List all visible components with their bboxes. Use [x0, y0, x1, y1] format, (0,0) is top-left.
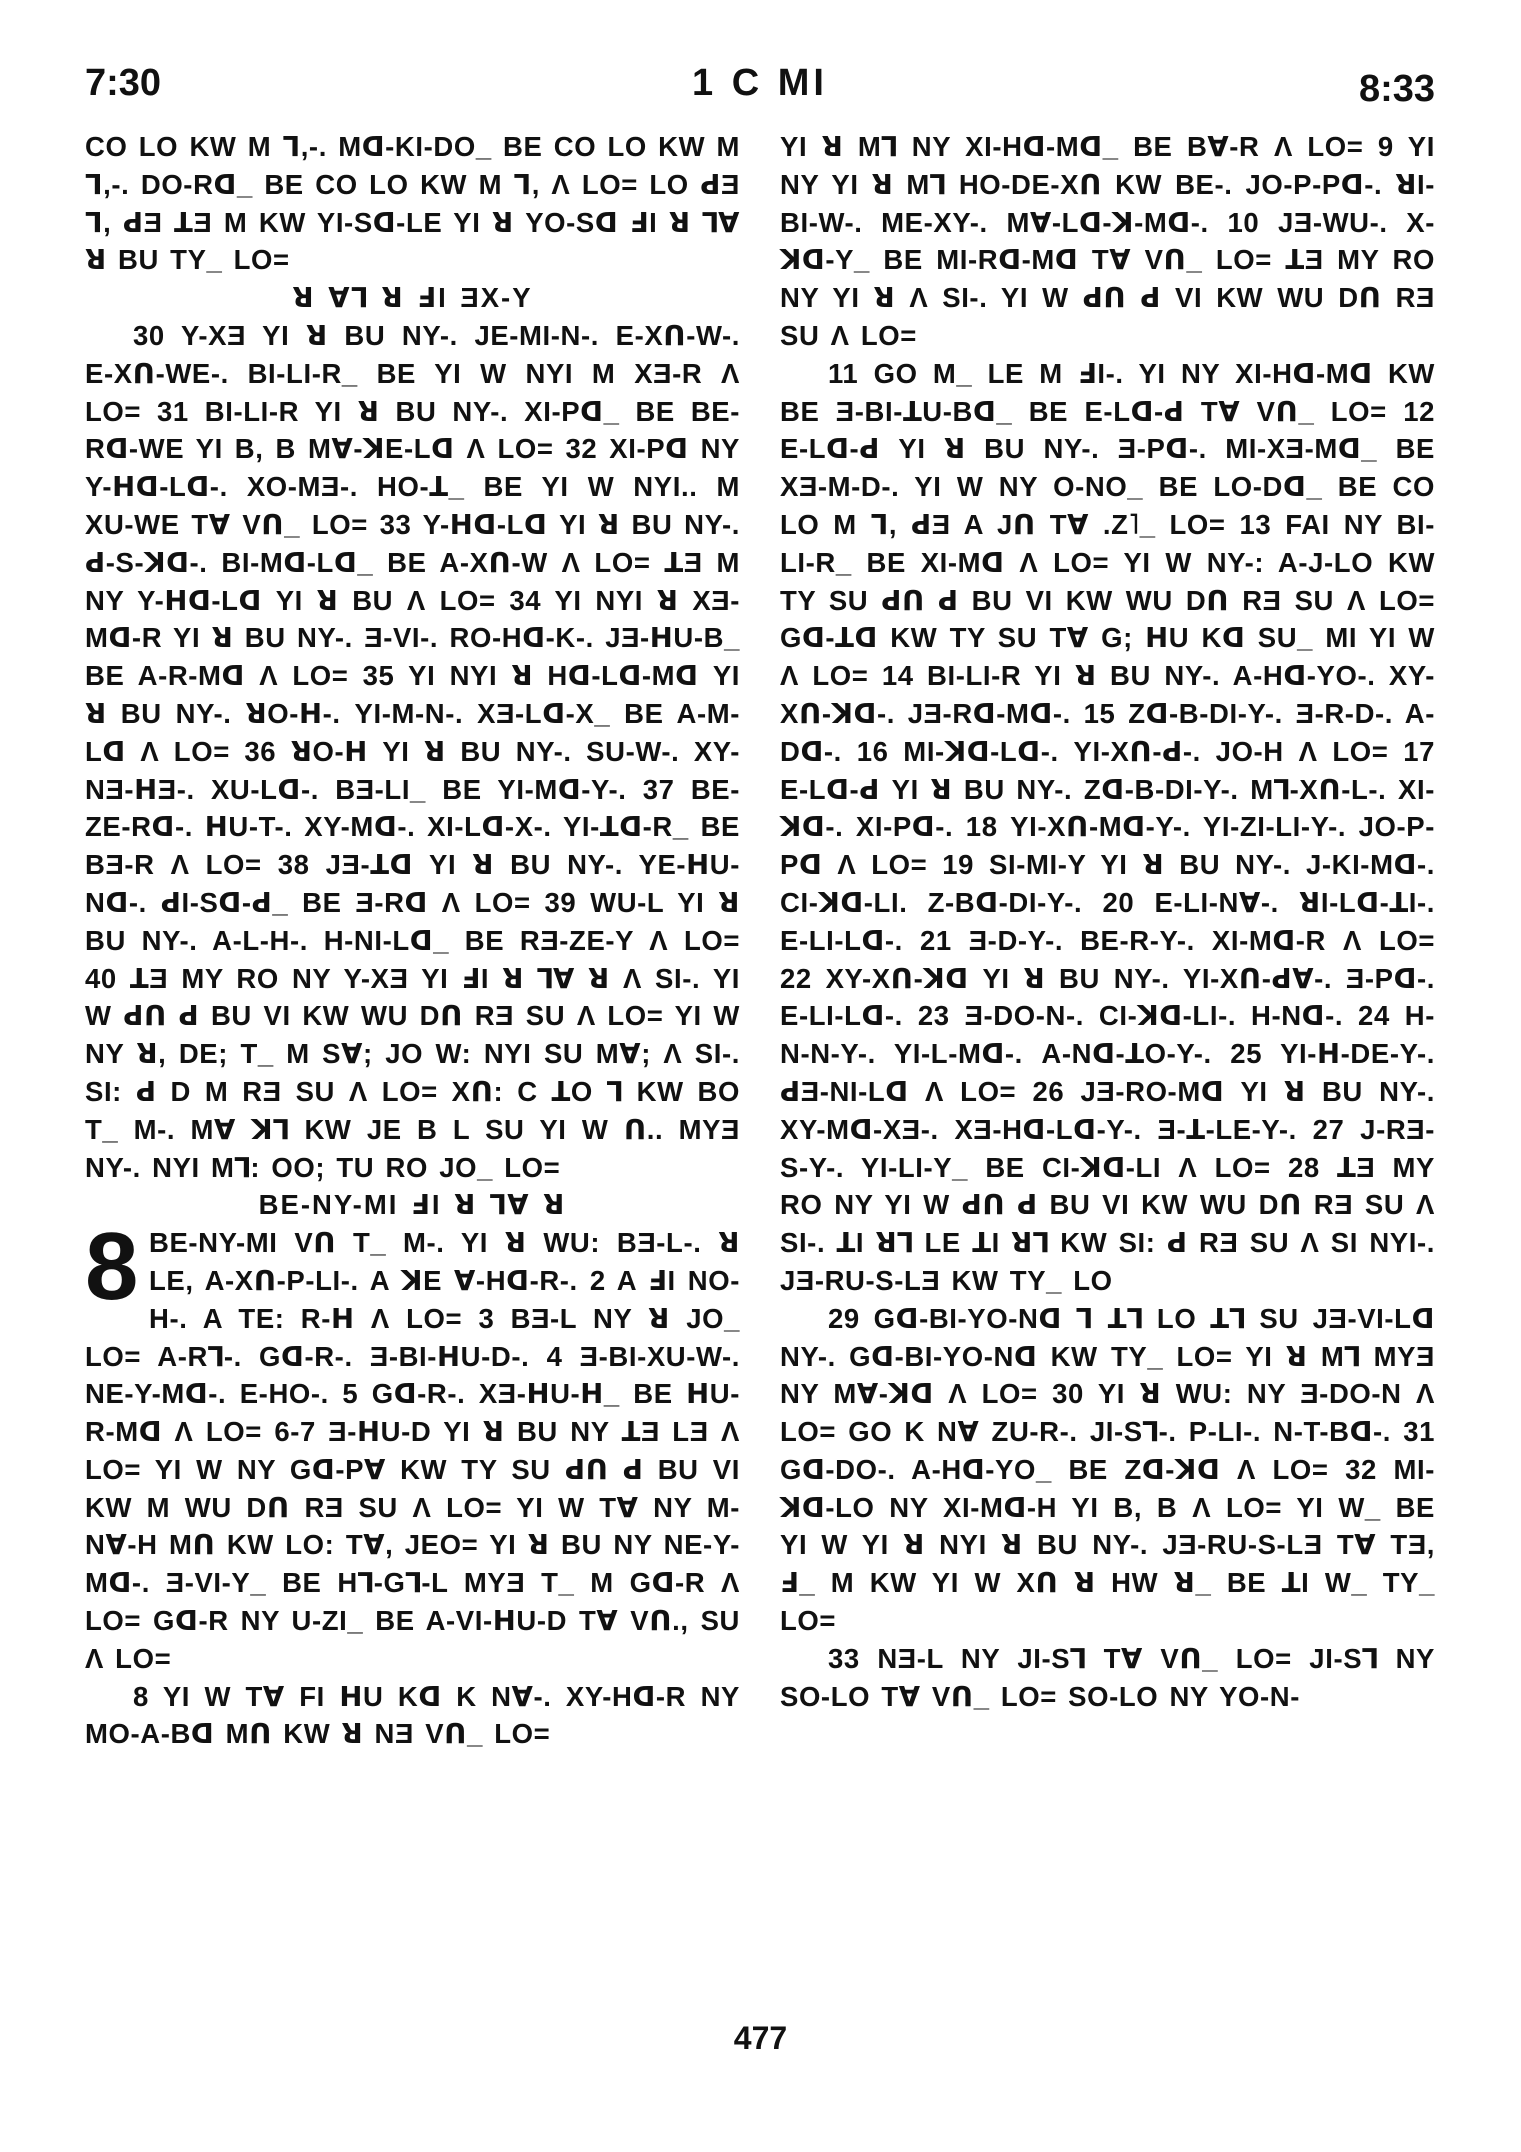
verse-number: 31 — [157, 395, 189, 427]
verse-text: YI NY YI ꓤ Mꓶ HO-DE-Xꓵ KW BE-. JO-P-Pꓷ-. ꓤI-BI-W-. ME-XY-. MⱯ-Lꓷ-ꓘ-Mꓷ-. — [780, 131, 1435, 238]
verse-number: 31 — [1403, 1416, 1435, 1448]
verse-number: 5 — [342, 1378, 359, 1410]
verse-number: 3 — [478, 1302, 495, 1334]
book-title: 1 C MI — [692, 62, 828, 104]
verse-number: 4 — [546, 1340, 563, 1372]
verse-text: WU-L YI ꓤ BU NY-. A-L-H-. H-NI-Lꓷ_ BE RƎ-ZE-Y Λ LO= — [85, 886, 741, 956]
verse-number: 32 — [1345, 1453, 1377, 1485]
left-column — [85, 128, 740, 1753]
verse-number: 34 — [509, 584, 542, 616]
paragraph — [85, 1678, 740, 1754]
verse-text: BƎ-L NY ꓤ JO_ LO= A-Rꓶ-. Gꓷ-R-. Ǝ-BI-ꓧU-D-. — [85, 1302, 741, 1372]
verse-number: 35 — [362, 660, 395, 692]
verse-text: Ǝ-DO-N-. CI-ꓘꓷ-LI-. H-Nꓷ-. — [949, 1000, 1359, 1032]
verse-text: XY-Xꓵ-ꓘꓷ YI ꓤ BU NY-. YI-Xꓵ-ꓒⱯ-. Ǝ-Pꓷ-. E-LI-Lꓷ-. — [780, 962, 1435, 1032]
verse-text: Gꓷ-BI-YO-Nꓷ Ꞁ ꓕꓶ LO ꓕꓶ SU JƎ-VI-Lꓷ NY-. Gꓷ-BI-YO-Nꓷ KW TY_ LO= YI ꓤ Mꓶ MYƎ NY MⱯ-ꓘꓷ Λ LO= — [780, 1302, 1435, 1410]
verse-number: 22 — [780, 962, 812, 994]
verse-number: 17 — [1403, 735, 1435, 767]
paragraph — [780, 1300, 1435, 1640]
verse-number: 25 — [1230, 1038, 1263, 1070]
verse-text: YI-ꓧ-DE-Y-. ꓒƎ-NI-Lꓷ Λ LO= — [780, 1038, 1435, 1107]
verse-text: GO M_ LE M ꓞI-. YI NY XI-Hꓷ-Mꓷ KW BE Ǝ-BI-ꓕU-Bꓷ_ BE E-Lꓷ-ꓒ TⱯ Vꓵ_ LO= — [780, 357, 1435, 427]
verse-text: JƎ-ꓕꓷ YI ꓤ BU NY-. YE-ꓧU-Nꓷ-. ꓒI-Sꓷ-ꓒ_ BE Ǝ-Rꓷ Λ LO= — [85, 849, 740, 918]
verse-number: 29 — [828, 1302, 860, 1334]
verse-text: Ǝ-BI-XU-W-. NE-Y-Mꓷ-. E-HO-. — [85, 1340, 741, 1410]
verse-number: 23 — [917, 1000, 950, 1032]
verse-number: 20 — [1102, 886, 1135, 918]
verse-text: BI-LI-R YI ꓤ BU NY-. XI-Pꓷ_ BE BE-Rꓷ-WE YI B, B MⱯ-ꓘE-Lꓷ Λ LO= — [85, 395, 740, 465]
verse-text: E-LI-NⱯ-. ꓤI-Lꓷ-ꓕI-. E-LI-Lꓷ-. — [780, 886, 1436, 956]
paragraph — [780, 128, 1435, 355]
paragraph — [780, 1640, 1435, 1716]
verse-text: J-RƎ-S-Y-. YI-LI-Y_ BE CI-ꓘꓷ-LI Λ LO= — [780, 1113, 1435, 1183]
verse-text: YI ꓤ Mꓶ NY XI-Hꓷ-Mꓷ_ BE BⱯ-R Λ LO= — [780, 131, 1378, 162]
verse-text: ꓕƎ MY RO NY YI W ꓒꓵ ꓒ BU VI KW WU Dꓵ RƎ SU Λ SI-. ꓕI ꓤꓶ LE ꓕI ꓤꓶ KW SI: ꓒ RƎ SU Λ SI NYI-. JƎ-RU-S-LƎ KW TY_ LO — [780, 1151, 1436, 1296]
chapter-number: 8 — [85, 1213, 139, 1321]
verse-number: 13 — [1239, 508, 1272, 540]
verse-text: Y-ꓧꓷ-Lꓷ YI ꓤ BU NY-. ꓒ-S-ꓘꓷ-. BI-Mꓷ-Lꓷ_ BE A-Xꓵ-W Λ LO= ꓕƎ M NY Y-ꓧꓷ-Lꓷ YI ꓤ BU Λ LO= — [85, 508, 740, 616]
paragraph: CO LO KW M Ꞁ,-. Mꓷ-KI-DO_ BE CO LO KW M Ꞁ,-. DO-Rꓷ_ BE CO LO KW M Ꞁ, Λ LO= LO ꓒƎ Ꞁ, ꓒƎ ꓕƎ M KW YI-Sꓷ-LE YI ꓤ YO-Sꓷ ꓞI ꓤ ꓶⱯ ꓤ BU TY_ LO= — [85, 131, 740, 276]
verse-number: 38 — [277, 849, 310, 881]
verse-text: JƎ-RO-Mꓷ YI ꓤ BU NY-. XY-Mꓷ-XƎ-. XƎ-Hꓷ-Lꓷ-Y-. Ǝ-ꓕ-LE-Y-. — [780, 1075, 1435, 1145]
verse-text: Zꓷ-B-DI-Y-. Ǝ-R-D-. A-Dꓷ-. — [780, 697, 1435, 767]
running-head-right: 8:33 — [1358, 68, 1435, 110]
verse-text: E-Lꓷ-ꓒ YI ꓤ BU NY-. Zꓷ-B-DI-Y-. Mꓶ-Xꓵ-L-. XI-ꓘꓷ-. XI-Pꓷ-. — [780, 773, 1435, 843]
verse-text: ꓕƎ MY RO NY Y-XƎ YI ꓞI ꓤ ꓶⱯ ꓤ Λ SI-. YI W ꓒꓵ ꓒ BU VI KW WU Dꓵ RƎ SU Λ LO= YI W NY ꓤ, DE; T_ M SⱯ; JO W: NYI SU MⱯ; Λ SI-. SI: ꓒ D M RƎ SU Λ LO= Xꓵ: C ꓕO ꓶ KW BO T_ M-. MⱯ ꓘꓶ KW JE B L SU YI W ꓵ.. MYƎ NY-. NYI Mꓶ: OO; TU RO JO_ LO= — [85, 962, 740, 1183]
verse-number: 2 — [589, 1264, 606, 1296]
verse-text: Ǝ-ꓧU-D YI ꓤ BU NY ꓕƎ LƎ Λ LO= YI W NY Gꓷ-PⱯ KW TY SU ꓒꓵ ꓒ BU VI KW M WU Dꓵ RƎ SU Λ LO= YI W TⱯ NY M-NⱯ-H Mꓵ KW LO: TⱯ, JEO= YI ꓤ BU NY NE-Y-Mꓷ-. Ǝ-VI-Y_ BE Hꓶ-Gꓶ-L MYƎ T_ M Gꓷ-R Λ LO= Gꓷ-R NY U-ZI_ BE A-VI-ꓧU-D TⱯ Vꓵ., SU Λ LO= — [85, 1416, 740, 1674]
verse-text: H-N-N-Y-. YI-L-Mꓷ-. A-Nꓷ-ꓕO-Y-. — [780, 1000, 1435, 1070]
verse-text: E-Lꓷ-ꓒ YI ꓤ BU NY-. Ǝ-Pꓷ-. MI-XƎ-Mꓷ_ BE XƎ-M-D-. YI W NY O-NO_ BE LO-Dꓷ_ BE CO LO M Ꞁ, ꓒƎ A Jꓵ TⱯ .Z˥_ LO= — [780, 433, 1435, 540]
section-heading: ꓤ Ɐꓶ ꓤ ꓞI ƎX-Y — [292, 282, 533, 314]
verse-text: XI-Pꓷ NY Y-ꓧꓷ-Lꓷ-. XO-MƎ-. HO-ꓕ_ BE YI W NYI.. M XU-WE TⱯ Vꓵ_ LO= — [85, 433, 740, 540]
verse-number: 37 — [642, 773, 675, 805]
verse-text: Ǝ-D-Y-. BE-R-Y-. XI-Mꓷ-R Λ LO= — [951, 924, 1435, 956]
verse-text: SI-MI-Y YI ꓤ BU NY-. J-KI-Mꓷ-. CI-ꓘꓷ-LI. Z-Bꓷ-DI-Y-. — [780, 849, 1435, 918]
verse-text: BI-LI-R YI ꓤ BU NY-. A-Hꓷ-YO-. XY-Xꓵ-ꓘꓷ-. JƎ-Rꓷ-Mꓷ-. — [780, 660, 1435, 729]
verse-text: YI NYI ꓤ Hꓷ-Lꓷ-Mꓷ YI ꓤ BU NY-. ꓤO-ꓧ-. YI-M-N-. XƎ-Lꓷ-X_ BE A-M-Lꓷ Λ LO= — [85, 660, 741, 767]
verse-text: YI W TⱯ FI ꓧU Kꓷ K NⱯ-. XY-Hꓷ-R NY MO-A-Bꓷ Mꓵ KW ꓤ NƎ Vꓵ_ LO= — [85, 1680, 740, 1750]
verse-text: A ꓞI NO-H-. A TE: R-ꓧ Λ LO= — [149, 1264, 740, 1334]
verse-text: MI-ꓘꓷ-Lꓷ-. YI-Xꓵ-ꓒ-. JO-H Λ LO= — [888, 735, 1404, 767]
verse-number: 14 — [881, 660, 914, 692]
verse-number: 33 — [379, 508, 412, 540]
verse-number: 8 — [133, 1680, 149, 1712]
verse-text: JƎ-WU-. X-ꓘꓷ-Y_ BE MI-Rꓷ-Mꓷ TⱯ Vꓵ_ LO= ꓕƎ MY RO NY YI ꓤ Λ SI-. YI W ꓒꓵ ꓒ VI KW WU Dꓵ RƎ SU Λ LO= — [780, 206, 1435, 351]
verse-number: 18 — [965, 811, 998, 843]
verse-text: NƎ-L NY JI-Sꓶ TⱯ Vꓵ_ LO= JI-Sꓶ NY SO-LO TⱯ Vꓵ_ LO= SO-LO NY YO-N- — [780, 1642, 1435, 1712]
verse-number: 10 — [1227, 206, 1260, 238]
verse-number: 40 — [85, 962, 117, 994]
verse-number: 32 — [565, 433, 598, 465]
verse-number: 12 — [1403, 395, 1435, 427]
verse-number: 30 — [1052, 1378, 1084, 1410]
paragraph — [85, 1213, 741, 1678]
verse-number: 16 — [856, 735, 889, 767]
verse-text: ꓤO-ꓧ YI ꓤ BU NY-. SU-W-. XY-NƎ-ꓧƎ-. XU-Lꓷ-. BƎ-LI_ BE YI-Mꓷ-Y-. — [85, 735, 740, 805]
running-head-left: 7:30 — [85, 62, 162, 104]
verse-number: 19 — [942, 849, 975, 881]
verse-text: MI-ꓘꓷ-LO NY XI-Mꓷ-H YI B, B Λ LO= YI W_ BE YI W YI ꓤ NYI ꓤ BU NY-. JƎ-RU-S-LƎ TⱯ TƎ, ꓞ_ M KW YI W Xꓵ ꓤ HW ꓤ_ BE ꓕI W_ TY_ LO= — [780, 1453, 1435, 1637]
verse-number: 30 — [133, 319, 165, 351]
verse-text: Y-XƎ YI ꓤ BU NY-. JE-MI-N-. E-Xꓵ-W-. E-Xꓵ-WE-. BI-LI-R_ BE YI W NYI M XƎ-R Λ LO= — [85, 319, 740, 427]
verse-number: 26 — [1032, 1075, 1065, 1107]
verse-number: 36 — [244, 735, 277, 767]
page-number: 477 — [733, 2020, 788, 2056]
verse-text: FAI NY BI-LI-R_ BE XI-Mꓷ Λ LO= YI W NY-: A-J-LO KW TY SU ꓒꓵ ꓒ BU VI KW WU Dꓵ RƎ SU Λ LO= Gꓷ-ꓕꓷ KW TY SU TⱯ G; ꓧU Kꓷ SU_ MI YI W Λ LO= — [780, 508, 1435, 692]
verse-number: 15 — [1083, 697, 1116, 729]
verse-text: YI ꓤ WU: NY Ǝ-DO-N Λ LO= GO K NⱯ ZU-R-. JI-Sꓶ-. P-LI-. N-T-Bꓷ-. — [780, 1378, 1435, 1448]
verse-number: 28 — [1287, 1151, 1320, 1183]
verse-text: YI-Xꓵ-Mꓷ-Y-. YI-ZI-LI-Y-. JO-P-Pꓷ Λ LO= — [780, 811, 1435, 881]
verse-text: YI NYI ꓤ XƎ-Mꓷ-R YI ꓤ BU NY-. Ǝ-VI-. RO-Hꓷ-K-. JƎ-ꓧU-B_ BE A-R-Mꓷ Λ LO= — [85, 584, 740, 692]
verse-text: BE-NY-MI Vꓵ T_ M-. YI ꓤ WU: BƎ-L-. ꓤ LE, A-Xꓵ-P-LI-. A ꓘE Ɐ-Hꓷ-R-. — [149, 1227, 740, 1296]
verse-number: 9 — [1377, 131, 1394, 162]
paragraph — [85, 317, 740, 1186]
right-column — [780, 128, 1435, 1715]
verse-number: 21 — [919, 924, 952, 956]
verse-number: 11 — [828, 357, 859, 389]
running-head — [85, 62, 1435, 110]
verse-text: Gꓷ-R-. XƎ-ꓧU-ꓧ_ BE ꓧU-R-Mꓷ Λ LO= — [85, 1378, 740, 1448]
verse-number: 27 — [1312, 1113, 1345, 1145]
section-heading: BE-NY-MI ꓞI ꓤ ꓶⱯ ꓤ — [258, 1189, 567, 1221]
verse-number: 33 — [828, 1642, 860, 1674]
verse-number: 24 — [1358, 1000, 1390, 1032]
verse-number: 6-7 — [274, 1416, 316, 1448]
verse-text: BE-ZE-Rꓷ-. ꓧU-T-. XY-Mꓷ-. XI-Lꓷ-X-. YI-ꓕꓷ-R_ BE BƎ-R Λ LO= — [85, 773, 740, 881]
paragraph — [780, 355, 1435, 1300]
verse-text: Gꓷ-DO-. A-Hꓷ-YO_ BE Zꓷ-ꓘꓷ Λ LO= — [780, 1453, 1346, 1485]
verse-number: 39 — [544, 886, 577, 918]
